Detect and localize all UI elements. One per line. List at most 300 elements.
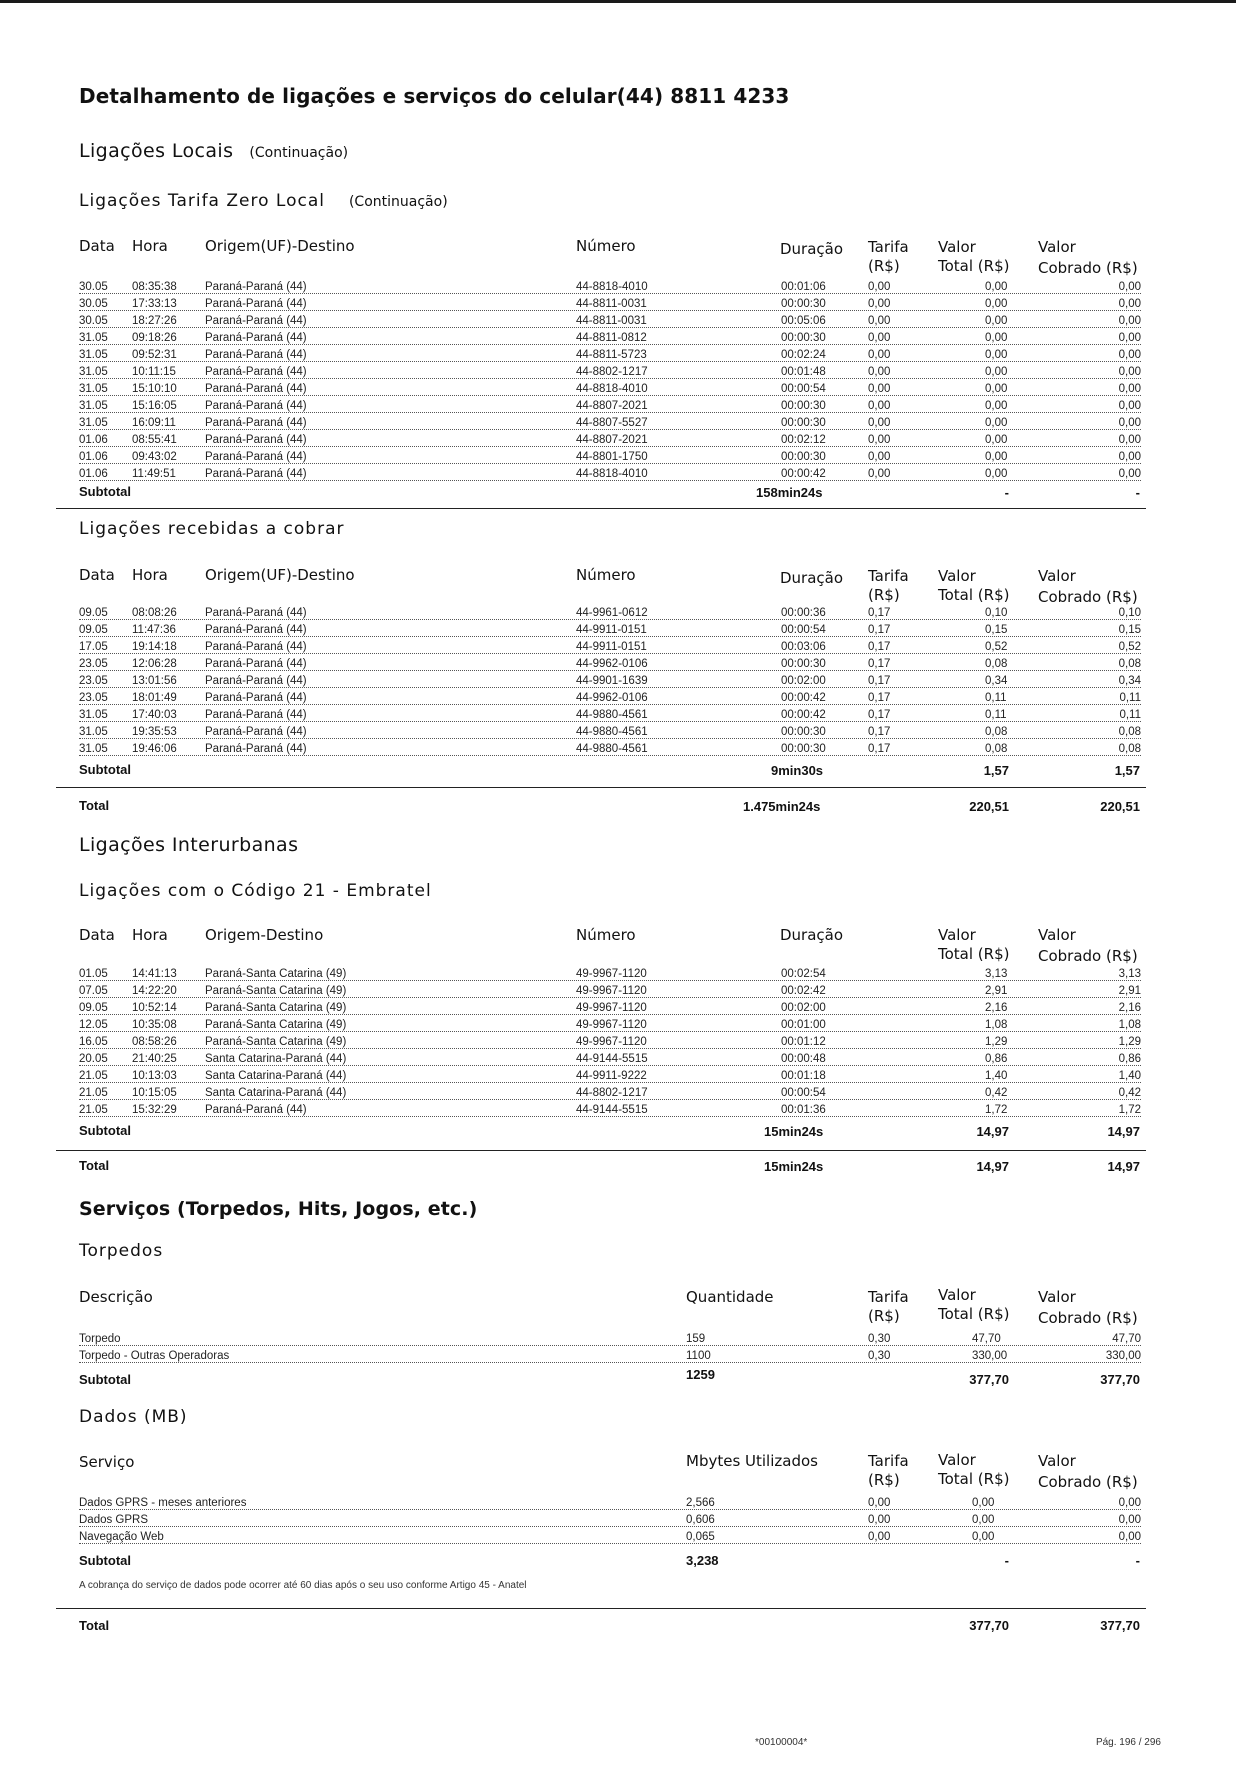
- cell-descricao: Navegação Web: [79, 1531, 164, 1543]
- cell-data: 31.05: [79, 726, 108, 738]
- header-valor-total: Valor Total (R$): [938, 1451, 1010, 1488]
- cell-valor-total: 0,00: [985, 400, 1008, 412]
- cell-duracao: 00:00:54: [781, 383, 826, 395]
- cell-tarifa: 0,00: [868, 468, 891, 480]
- header-origem: Origem(UF)-Destino: [205, 566, 355, 584]
- cell-valor-total: 1,40: [985, 1070, 1008, 1082]
- subtotal-label: Subtotal: [79, 762, 131, 777]
- cell-numero: 44-8807-5527: [576, 417, 648, 429]
- cell-duracao: 00:05:06: [781, 315, 826, 327]
- cell-tarifa: 0,00: [868, 1497, 891, 1509]
- cell-valor-total: 0,00: [985, 332, 1008, 344]
- table-row: [79, 400, 1141, 416]
- cell-tarifa: 0,17: [868, 624, 891, 636]
- cell-numero: 44-9962-0106: [576, 692, 648, 704]
- total-label: Total: [79, 1618, 110, 1633]
- cell-data: 09.05: [79, 607, 108, 619]
- cell-duracao: 00:02:00: [781, 675, 826, 687]
- cell-valor-total: 0,00: [985, 451, 1008, 463]
- table-row: [79, 624, 1141, 640]
- cell-origem: Paraná-Paraná (44): [205, 366, 307, 378]
- cell-valor-total: 0,00: [985, 315, 1008, 327]
- header-valor-cobrado: Valor Cobrado (R$): [1038, 926, 1138, 965]
- table-row: [79, 349, 1141, 365]
- dot-leader: [79, 1509, 1141, 1510]
- table-row: [79, 434, 1141, 450]
- cell-data: 23.05: [79, 675, 108, 687]
- cell-numero: 44-9901-1639: [576, 675, 648, 687]
- subtotal-quantidade: 1259: [686, 1367, 715, 1382]
- table-row: [79, 1497, 1141, 1513]
- cell-duracao: 00:02:54: [781, 968, 826, 980]
- subtotal-cobrado: 377,70: [1100, 1372, 1140, 1387]
- header-tarifa: Tarifa (R$): [868, 1452, 909, 1489]
- cell-numero: 49-9967-1120: [576, 1036, 647, 1048]
- cell-hora: 19:46:06: [132, 743, 177, 755]
- cell-valor-cobrado: 330,00: [1105, 1350, 1141, 1362]
- section-ligacoes-locais: Ligações Locais (Continuação): [79, 140, 349, 162]
- cell-valor-cobrado: 0,00: [1118, 1531, 1141, 1543]
- cell-valor-total: 0,00: [985, 298, 1008, 310]
- header-valor-cobrado: Valor Cobrado (R$): [1038, 1452, 1138, 1491]
- header-tarifa: Tarifa (R$): [868, 1288, 909, 1325]
- total-cobrado: 14,97: [1107, 1159, 1140, 1174]
- subtotal-cobrado: -: [1135, 1553, 1140, 1568]
- cell-hora: 21:40:25: [132, 1053, 177, 1065]
- header-servico: Serviço: [79, 1453, 135, 1471]
- cell-valor-cobrado: 0,00: [1118, 400, 1141, 412]
- cell-hora: 19:14:18: [132, 641, 177, 653]
- dot-leader: [79, 1543, 1141, 1544]
- cell-valor-total: 47,70: [972, 1333, 1001, 1345]
- cell-valor-cobrado: 1,72: [1118, 1104, 1141, 1116]
- table-row: [79, 1514, 1141, 1530]
- subtotal-label: Subtotal: [79, 1372, 131, 1387]
- dot-leader: [79, 738, 1141, 739]
- cell-numero: 49-9967-1120: [576, 1002, 647, 1014]
- cell-hora: 09:43:02: [132, 451, 177, 463]
- table-row: [79, 298, 1141, 314]
- cell-valor-cobrado: 0,86: [1118, 1053, 1141, 1065]
- header-numero: Número: [576, 237, 636, 255]
- cell-tarifa: 0,17: [868, 692, 891, 704]
- cell-valor-total: 0,00: [985, 468, 1008, 480]
- cell-duracao: 00:00:30: [781, 658, 826, 670]
- cell-valor-cobrado: 47,70: [1112, 1333, 1141, 1345]
- header-valor-cobrado: Valor Cobrado (R$): [1038, 567, 1138, 606]
- table-row: [79, 383, 1141, 399]
- cell-origem: Paraná-Santa Catarina (49): [205, 1002, 347, 1014]
- total-cobrado: 377,70: [1100, 1618, 1140, 1633]
- cell-hora: 10:35:08: [132, 1019, 177, 1031]
- cell-duracao: 00:01:36: [781, 1104, 826, 1116]
- cell-origem: Paraná-Paraná (44): [205, 1104, 307, 1116]
- cell-tarifa: 0,00: [868, 1531, 891, 1543]
- cell-duracao: 00:00:30: [781, 451, 826, 463]
- dot-leader: [79, 327, 1141, 328]
- total-valor: 220,51: [969, 799, 1009, 814]
- cell-origem: Paraná-Santa Catarina (49): [205, 985, 347, 997]
- cell-valor-total: 0,00: [985, 366, 1008, 378]
- cell-quantidade: 1100: [686, 1350, 711, 1362]
- cell-origem: Santa Catarina-Paraná (44): [205, 1070, 347, 1082]
- dot-leader: [79, 429, 1141, 430]
- header-hora: Hora: [132, 926, 168, 944]
- cell-valor-cobrado: 3,13: [1118, 968, 1141, 980]
- cell-hora: 09:18:26: [132, 332, 177, 344]
- header-valor-total: Valor Total (R$): [938, 1286, 1010, 1323]
- cell-duracao: 00:01:18: [781, 1070, 826, 1082]
- cell-numero: 44-8818-4010: [576, 383, 648, 395]
- cell-valor-total: 0,00: [972, 1531, 995, 1543]
- dot-leader: [79, 997, 1141, 998]
- cell-data: 21.05: [79, 1104, 108, 1116]
- header-data: Data: [79, 926, 115, 944]
- cell-data: 17.05: [79, 641, 108, 653]
- cell-numero: 44-8802-1217: [576, 1087, 648, 1099]
- cell-hora: 11:47:36: [132, 624, 176, 636]
- cell-duracao: 00:01:48: [781, 366, 826, 378]
- dot-leader: [79, 344, 1141, 345]
- cell-numero: 44-9144-5515: [576, 1053, 648, 1065]
- cell-origem: Paraná-Paraná (44): [205, 709, 307, 721]
- cell-valor-cobrado: 1,40: [1118, 1070, 1141, 1082]
- cell-data: 21.05: [79, 1087, 108, 1099]
- table-row: [79, 1053, 1141, 1069]
- cell-data: 31.05: [79, 400, 108, 412]
- cell-duracao: 00:00:30: [781, 726, 826, 738]
- header-hora: Hora: [132, 237, 168, 255]
- cell-valor-cobrado: 0,00: [1118, 298, 1141, 310]
- divider: [56, 508, 1146, 509]
- header-numero: Número: [576, 566, 636, 584]
- header-data: Data: [79, 566, 115, 584]
- cell-numero: 44-8811-5723: [576, 349, 647, 361]
- cell-hora: 10:11:15: [132, 366, 176, 378]
- dot-leader: [79, 619, 1141, 620]
- cell-origem: Paraná-Santa Catarina (49): [205, 1036, 347, 1048]
- cell-valor-cobrado: 0,00: [1118, 434, 1141, 446]
- cell-duracao: 00:00:54: [781, 1087, 826, 1099]
- header-valor-cobrado: Valor Cobrado (R$): [1038, 1288, 1138, 1327]
- dot-leader: [79, 293, 1141, 294]
- table-row: [79, 281, 1141, 297]
- cell-duracao: 00:00:54: [781, 624, 826, 636]
- cell-numero: 44-9880-4561: [576, 709, 648, 721]
- table-row: [79, 1070, 1141, 1086]
- cell-tarifa: 0,17: [868, 675, 891, 687]
- cell-hora: 08:58:26: [132, 1036, 177, 1048]
- dados-note: A cobrança do serviço de dados pode ocorrer até 60 dias após o seu uso conforme Artigo 45 - Anatel: [79, 1580, 527, 1591]
- footer-code: *00100004*: [755, 1737, 808, 1748]
- dot-leader: [79, 1082, 1141, 1083]
- cell-hora: 08:08:26: [132, 607, 177, 619]
- dot-leader: [79, 378, 1141, 379]
- cell-quantidade: 2,566: [686, 1497, 715, 1509]
- cell-hora: 18:01:49: [132, 692, 177, 704]
- cell-origem: Santa Catarina-Paraná (44): [205, 1053, 347, 1065]
- cell-numero: 44-8818-4010: [576, 468, 648, 480]
- header-origem: Origem(UF)-Destino: [205, 237, 355, 255]
- cell-hora: 19:35:53: [132, 726, 177, 738]
- subtotal-total: -: [1004, 485, 1009, 500]
- cell-valor-cobrado: 0,34: [1118, 675, 1141, 687]
- cell-origem: Paraná-Paraná (44): [205, 400, 307, 412]
- cell-hora: 17:40:03: [132, 709, 177, 721]
- total-label: Total: [79, 1158, 110, 1173]
- cell-data: 31.05: [79, 417, 108, 429]
- dot-leader: [79, 446, 1141, 447]
- cell-hora: 16:09:11: [132, 417, 176, 429]
- table-row: [79, 451, 1141, 467]
- cell-data: 12.05: [79, 1019, 108, 1031]
- cell-valor-total: 0,00: [985, 349, 1008, 361]
- cell-valor-total: 0,00: [972, 1497, 995, 1509]
- header-valor-total: Valor Total (R$): [938, 567, 1010, 604]
- cell-valor-total: 3,13: [985, 968, 1008, 980]
- table-row: [79, 658, 1141, 674]
- cell-valor-total: 0,08: [985, 658, 1008, 670]
- dot-leader: [79, 704, 1141, 705]
- cell-numero: 44-8807-2021: [576, 434, 648, 446]
- dot-leader: [79, 463, 1141, 464]
- cell-valor-cobrado: 0,00: [1118, 417, 1141, 429]
- cell-numero: 44-8801-1750: [576, 451, 648, 463]
- dot-leader: [79, 636, 1141, 637]
- dot-leader: [79, 1031, 1141, 1032]
- header-valor-total: Valor Total (R$): [938, 238, 1010, 275]
- cell-valor-total: 1,72: [985, 1104, 1008, 1116]
- dot-leader: [79, 361, 1141, 362]
- cell-duracao: 00:02:24: [781, 349, 826, 361]
- cell-hora: 14:22:20: [132, 985, 177, 997]
- header-data: Data: [79, 237, 115, 255]
- total-label: Total: [79, 798, 110, 813]
- header-origem: Origem-Destino: [205, 926, 324, 944]
- subtotal-duracao: 9min30s: [771, 763, 824, 778]
- table-row: [79, 1333, 1141, 1349]
- subtotal-total: 377,70: [969, 1372, 1009, 1387]
- subsection-recebidas: Ligações recebidas a cobrar: [79, 519, 345, 539]
- cell-valor-cobrado: 0,11: [1119, 692, 1141, 704]
- cell-origem: Paraná-Santa Catarina (49): [205, 968, 347, 980]
- cell-duracao: 00:03:06: [781, 641, 826, 653]
- cell-tarifa: 0,00: [868, 451, 891, 463]
- cell-numero: 44-9961-0612: [576, 607, 648, 619]
- cell-origem: Paraná-Paraná (44): [205, 624, 307, 636]
- table-row: [79, 332, 1141, 348]
- subtotal-cobrado: -: [1135, 485, 1140, 500]
- header-mbytes: Mbytes Utilizados: [686, 1452, 818, 1470]
- header-descricao: Descrição: [79, 1288, 153, 1306]
- cell-valor-total: 0,08: [985, 743, 1008, 755]
- cell-origem: Paraná-Paraná (44): [205, 383, 307, 395]
- cell-valor-cobrado: 1,29: [1118, 1036, 1141, 1048]
- page-title: Detalhamento de ligações e serviços do celular(44) 8811 4233: [79, 84, 790, 108]
- cell-numero: 49-9967-1120: [576, 1019, 647, 1031]
- cell-data: 21.05: [79, 1070, 108, 1082]
- header-valor-cobrado: Valor Cobrado (R$): [1038, 238, 1138, 277]
- cell-data: 30.05: [79, 315, 108, 327]
- total-valor: 14,97: [976, 1159, 1009, 1174]
- total-duracao: 1.475min24s: [743, 799, 821, 814]
- dot-leader: [79, 1099, 1141, 1100]
- cell-data: 07.05: [79, 985, 108, 997]
- cell-valor-total: 0,11: [985, 709, 1007, 721]
- section-interurbanas: Ligações Interurbanas: [79, 834, 299, 856]
- table-row: [79, 417, 1141, 433]
- cell-numero: 44-8811-0031: [576, 298, 647, 310]
- cell-descricao: Torpedo: [79, 1333, 121, 1345]
- dot-leader: [79, 1014, 1141, 1015]
- cell-tarifa: 0,00: [868, 281, 891, 293]
- cell-tarifa: 0,00: [868, 315, 891, 327]
- header-tarifa: Tarifa (R$): [868, 238, 909, 275]
- cell-tarifa: 0,00: [868, 298, 891, 310]
- cell-hora: 15:10:10: [132, 383, 177, 395]
- dot-leader: [79, 755, 1141, 756]
- cell-valor-cobrado: 0,00: [1118, 383, 1141, 395]
- cell-hora: 15:32:29: [132, 1104, 177, 1116]
- cell-tarifa: 0,00: [868, 366, 891, 378]
- cell-origem: Paraná-Paraná (44): [205, 675, 307, 687]
- cell-tarifa: 0,17: [868, 641, 891, 653]
- cell-tarifa: 0,00: [868, 434, 891, 446]
- dot-leader: [79, 721, 1141, 722]
- cell-duracao: 00:00:42: [781, 692, 826, 704]
- cell-numero: 49-9967-1120: [576, 985, 647, 997]
- cell-numero: 49-9967-1120: [576, 968, 647, 980]
- table-row: [79, 607, 1141, 623]
- cell-data: 30.05: [79, 298, 108, 310]
- cell-numero: 44-8818-4010: [576, 281, 648, 293]
- cell-valor-cobrado: 0,00: [1118, 1497, 1141, 1509]
- subtotal-mbytes: 3,238: [686, 1553, 719, 1568]
- cell-valor-cobrado: 0,00: [1118, 349, 1141, 361]
- table-row: [79, 1036, 1141, 1052]
- cell-origem: Paraná-Paraná (44): [205, 468, 307, 480]
- cell-data: 09.05: [79, 1002, 108, 1014]
- cell-quantidade: 0,065: [686, 1531, 715, 1543]
- section-servicos: Serviços (Torpedos, Hits, Jogos, etc.): [79, 1198, 478, 1220]
- table-row: [79, 985, 1141, 1001]
- table-row: [79, 675, 1141, 691]
- cell-numero: 44-8802-1217: [576, 366, 648, 378]
- cell-tarifa: 0,30: [868, 1333, 891, 1345]
- cell-valor-cobrado: 0,00: [1118, 1514, 1141, 1526]
- cell-valor-total: 1,29: [985, 1036, 1008, 1048]
- cell-valor-total: 2,91: [985, 985, 1008, 997]
- cell-duracao: 00:00:30: [781, 298, 826, 310]
- cell-valor-total: 0,15: [985, 624, 1008, 636]
- cell-valor-cobrado: 1,08: [1118, 1019, 1141, 1031]
- subtotal-total: 14,97: [976, 1124, 1009, 1139]
- cell-quantidade: 159: [686, 1333, 706, 1345]
- cell-valor-cobrado: 0,00: [1118, 366, 1141, 378]
- cell-data: 31.05: [79, 743, 108, 755]
- cell-valor-total: 0,00: [972, 1514, 995, 1526]
- table-row: [79, 1104, 1141, 1120]
- cell-tarifa: 0,17: [868, 709, 891, 721]
- cell-origem: Paraná-Paraná (44): [205, 641, 307, 653]
- cell-hora: 11:49:51: [132, 468, 176, 480]
- table-row: [79, 1019, 1141, 1035]
- divider: [56, 1150, 1146, 1151]
- total-duracao: 15min24s: [764, 1159, 824, 1174]
- table-row: [79, 315, 1141, 331]
- total-valor: 377,70: [969, 1618, 1009, 1633]
- table-row: [79, 1087, 1141, 1103]
- dot-leader: [79, 1526, 1141, 1527]
- table-row: [79, 743, 1141, 759]
- subsection-tarifa-zero: Ligações Tarifa Zero Local (Continuação): [79, 191, 448, 211]
- cell-origem: Paraná-Santa Catarina (49): [205, 1019, 347, 1031]
- subtotal-total: 1,57: [983, 763, 1009, 778]
- page-number: Pág. 196 / 296: [1095, 1737, 1161, 1748]
- subsection-torpedos: Torpedos: [79, 1241, 164, 1261]
- cell-origem: Paraná-Paraná (44): [205, 658, 307, 670]
- cell-descricao: Torpedo - Outras Operadoras: [79, 1350, 230, 1362]
- cell-numero: 44-8807-2021: [576, 400, 648, 412]
- cell-valor-cobrado: 0,00: [1118, 468, 1141, 480]
- subtotal-total: -: [1004, 1553, 1009, 1568]
- cell-tarifa: 0,00: [868, 349, 891, 361]
- cell-data: 31.05: [79, 709, 108, 721]
- cell-data: 31.05: [79, 366, 108, 378]
- subtotal-label: Subtotal: [79, 1553, 131, 1568]
- cell-valor-cobrado: 0,11: [1119, 709, 1141, 721]
- cell-hora: 12:06:28: [132, 658, 177, 670]
- cell-data: 01.06: [79, 468, 108, 480]
- cell-quantidade: 0,606: [686, 1514, 715, 1526]
- table-row: [79, 709, 1141, 725]
- subtotal-duracao: 15min24s: [764, 1124, 824, 1139]
- table-row: [79, 641, 1141, 657]
- divider: [56, 787, 1146, 788]
- table-row: [79, 468, 1141, 484]
- cell-data: 01.06: [79, 434, 108, 446]
- cell-origem: Paraná-Paraná (44): [205, 434, 307, 446]
- subtotal-duracao: 158min24s: [756, 485, 823, 500]
- cell-valor-total: 2,16: [985, 1002, 1008, 1014]
- header-valor-total: Valor Total (R$): [938, 926, 1010, 963]
- cell-valor-cobrado: 0,00: [1118, 315, 1141, 327]
- cell-valor-total: 1,08: [985, 1019, 1008, 1031]
- subsection-codigo21: Ligações com o Código 21 - Embratel: [79, 881, 432, 901]
- header-duracao: Duração: [780, 569, 844, 587]
- cell-tarifa: 0,00: [868, 400, 891, 412]
- cell-duracao: 00:00:42: [781, 709, 826, 721]
- cell-valor-total: 0,10: [985, 607, 1008, 619]
- subsection-dados: Dados (MB): [79, 1407, 188, 1427]
- cell-hora: 08:35:38: [132, 281, 177, 293]
- total-cobrado: 220,51: [1100, 799, 1140, 814]
- dot-leader: [79, 980, 1141, 981]
- cell-numero: 44-9911-0151: [576, 624, 647, 636]
- cell-valor-cobrado: 0,08: [1118, 658, 1141, 670]
- subtotal-label: Subtotal: [79, 484, 131, 499]
- cell-valor-cobrado: 0,08: [1118, 743, 1141, 755]
- cell-data: 31.05: [79, 383, 108, 395]
- table-row: [79, 726, 1141, 742]
- subtotal-cobrado: 14,97: [1107, 1124, 1140, 1139]
- cell-data: 30.05: [79, 281, 108, 293]
- cell-hora: 13:01:56: [132, 675, 177, 687]
- cell-valor-total: 330,00: [972, 1350, 1008, 1362]
- header-hora: Hora: [132, 566, 168, 584]
- header-duracao: Duração: [780, 240, 844, 258]
- cell-hora: 10:15:05: [132, 1087, 177, 1099]
